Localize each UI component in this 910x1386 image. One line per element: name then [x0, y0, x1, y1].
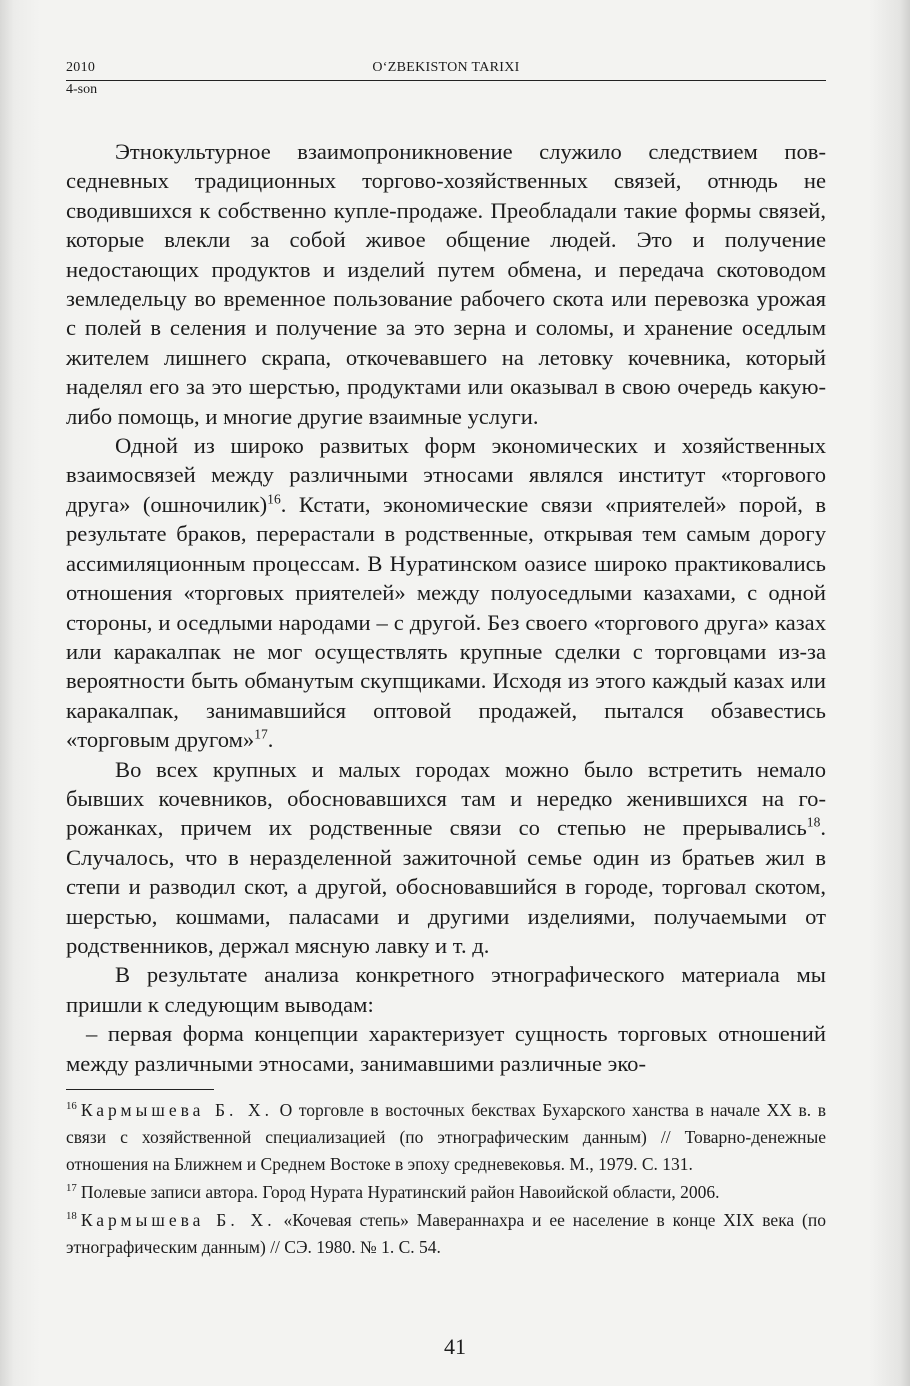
footnote-text: «Кочевая степь» Мавераннахра и ее население в конце XIX века (по этнографическим данным) // СЭ. 1980. № 1. С. 54. [66, 1210, 826, 1257]
header-journal-title: O‘ZBEKISTON TARIXI [372, 60, 520, 75]
paragraph-2-text-c: . [267, 727, 274, 753]
paragraph-3 [66, 755, 826, 961]
footnote-16 [66, 1097, 826, 1178]
paragraph-4: В результате анализа конкретного этнографического материала мы пришли к следующим выводам: [66, 962, 826, 1017]
footnote-separator [66, 1089, 214, 1090]
header-issue: 4-son [66, 82, 98, 97]
footnote-author: Кармышева Б. Х. [80, 1210, 276, 1230]
footnote-author: Кармышева Б. Х. [80, 1100, 274, 1120]
page-number: 41 [444, 1334, 466, 1359]
footnote-18 [66, 1207, 826, 1261]
header-year: 2010 [66, 60, 96, 75]
paragraph-2-text-b: . Кстати, экономические связи «приятелей» порой, в результате браков, перерастали в родственные, открывая тем самым дорогу ассимиляционным процессам. В Нуратинском оазисе широко практиковались отношения «торговых приятелей» между полуоседлыми казахами, с одной стороны, и оседлыми народами – с другой. Без своего «торгового друга» казах или каракалпак не мог осуществлять крупные сделки с торговцами из-за вероятности быть обманутым скупщиками. Исходя из этого каждый казах или каракалпак, занимавшийся оптовой продажей, пытался обзавестись «торговым другом» [66, 491, 826, 753]
footnote-text: Полевые записи автора. Город Нурата Нуратинский район Навоийской области, 2006. [80, 1182, 720, 1202]
footnote-ref-18[interactable]: 18 [806, 814, 821, 830]
paragraph-5: – первая форма концепции характеризует сущность торговых отношений между различными этносами, занимавшими различные эко- [66, 1021, 826, 1076]
paragraph-3-text-a: Во всех крупных и малых городах можно было встретить немало бывших кочевников, обосновавшихся там и нередко женившихся на горожанках, причем их родственные связи со степью не прерывались [66, 756, 826, 841]
main-text [66, 137, 826, 1078]
paragraph-1: Этнокультурное взаимопроникновение служило следствием повседневных традиционных торгово-хозяйственных связей, отнюдь не сводившихся к собственно купле-продаже. Преобладали такие формы связей, которые влекли за собой живое общение людей. Это и получение недостающих продуктов и изделий путем обмена, и передача скотоводом земледельцу во временное пользование рабочего скота или перевозка урожая с полей в селения и получение за это зерна и соломы, и хранение оседлым жителем лишнего скрапа, откочевавшего на летовку кочевника, который наделял его за это шерстью, продуктами или оказывал в свою очередь какую-либо помощь, и многие другие взаимные услуги. [66, 139, 826, 429]
footnote-number: 16 [66, 1100, 77, 1113]
footnote-17 [66, 1179, 826, 1206]
paragraph-3-text-b: . Случалось, что в неразделенной зажиточной семье один из братьев жил в степи и разводил скот, а другой, обосновавшийся в городе, торговал скотом, шерстью, кошмами, паласами и другими изделиями, получаемыми от родственников, держал мясную лавку и т. д. [66, 815, 826, 958]
footnote-number: 17 [66, 1182, 77, 1195]
footnotes [66, 1097, 826, 1262]
footnote-ref-17[interactable]: 17 [254, 726, 268, 742]
running-header [66, 60, 826, 81]
paragraph-2 [66, 431, 826, 754]
footnote-text: О торговле в восточных бекствах Бухарского ханства в начале XX в. в связи с хозяйственной специализацией (по этнографическим данным) // Товарно-денежные отношения на Ближнем и Среднем Востоке в эпоху средневековья. М., 1979. С. 131. [66, 1100, 826, 1174]
paragraph-2-text-a: Одной из широко развитых форм экономических и хозяйственных взаимосвязей между различными этносами являлся институт «торгового друга» (ошночилик) [66, 433, 826, 517]
footnote-number: 18 [66, 1210, 77, 1223]
footnote-ref-16[interactable]: 16 [267, 491, 281, 507]
